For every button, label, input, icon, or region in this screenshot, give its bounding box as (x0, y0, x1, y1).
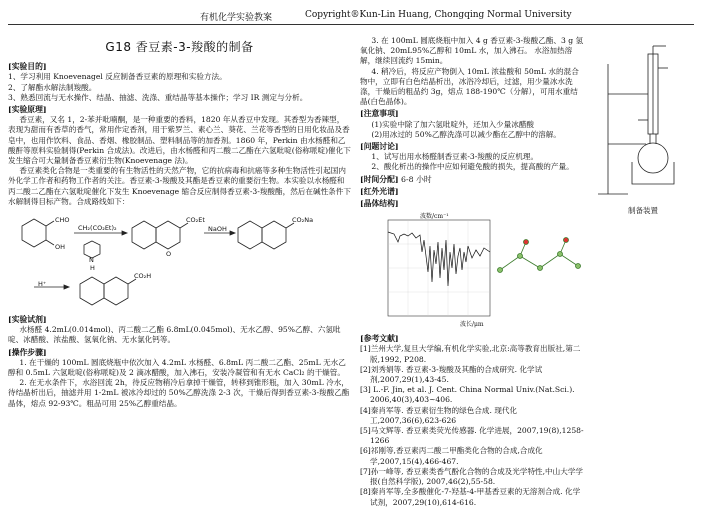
reflux-apparatus (588, 44, 698, 204)
time-allocation (360, 175, 585, 185)
reference-item: [4]秦肖军等. 香豆素衍生物的绿色合成. 现代化工,2007,36(6),623-626 (360, 405, 518, 425)
left-column (8, 36, 351, 409)
label-malonate: CH₂(CO₂Et)₂ (78, 224, 117, 233)
header-course: 有机化学实验教案 (200, 13, 273, 23)
label-naoh: NaOH (208, 225, 227, 234)
crystal-heading: [晶体结构] (360, 199, 399, 209)
principle-paragraph: 香豆素，又名 1，2-苯并吡喃酮，是一种重要的香料，1820 年从香豆中发现。其香型为香辣型，表现为甜而有香草的香气，常用作定香剂，用于紫罗兰、素心兰、葵花、兰花等香型的日用化妆品及香皂中，也用作饮料、食品、香烟、橡胶制品、塑料制品等的加香剂。1860 年，Perkin 由水杨醛和乙酸酐等原料实验制得(Perkin 合成法)。改进后，由水杨醛和丙二酸二乙酯在六氢吡啶(俗称哌啶)催化下发生缩合可大量制备香豆素衍生物(Knoevenage 法)。 (8, 115, 351, 166)
procedure-heading: [操作步骤] (8, 347, 47, 357)
time-heading: [时间分配] (360, 174, 399, 184)
purpose-item: 1、学习利用 Knoevenagel 反应制备香豆素的原理和实验方法。 (8, 72, 227, 82)
purpose-item: 3、熟悉回流与无水操作、结晶、抽滤、洗涤、重结晶等基本操作；学习 IR 测定与分析。 (8, 92, 308, 102)
principle-heading: [实验原理] (8, 105, 47, 115)
middle-column (360, 36, 585, 508)
purpose-heading: [实验目的] (8, 62, 47, 72)
label-n: N (89, 256, 94, 265)
label-cho: CHO (55, 216, 70, 225)
label-co2et: CO₂Et (186, 216, 205, 225)
label-h: H (90, 264, 95, 273)
ir-spectrum-figure (360, 212, 585, 330)
note-item: (2)用冰过的 50%乙醇洗涤可以减少酯在乙醇中的溶解。 (371, 129, 561, 139)
reference-item: [3] L.-F. Jin, et al. J. Cent. China Normal Univ.(Nat.Sci.). 2006,40(3),403~406. (360, 385, 575, 405)
ir-spectrum (360, 212, 585, 330)
note-item: (1)实验中除了加六氢吡啶外，还加入少量冰醋酸 (371, 119, 535, 129)
header-copyright: Copyright®Kun-Lin Huang, Chongqing Normal University (305, 10, 572, 20)
reference-item: [6]祁刚等,香豆素丙二酸二甲酯类化合物的合成,合成化学,2007,15(4),466-467. (360, 446, 543, 466)
label-hplus: H⁺ (38, 280, 47, 289)
reference-item: [7]孙一峰等, 香豆素类香气酚化合物的合成及光学特性,中山大学学报(自然科学版), 2007,46(2),55-58. (360, 466, 584, 487)
reaction-scheme (14, 211, 314, 309)
page-title: G18 香豆素-3-羧酸的制备 (105, 40, 254, 54)
reagents-heading: [实验试剂] (8, 315, 47, 325)
label-co2h: CO₂H (134, 272, 152, 281)
procedure-step: 1. 在干燥的 100mL 圆底烧瓶中依次加入 4.2mL 水杨醛、6.8mL 丙二酸二乙酯、25mL 无水乙醇和 0.5mL 六氢吡啶(俗称哌啶)及 2 滴冰醋酸，加入沸石，安装冷凝管和有无水 CaCl₂ 的干燥管。 (8, 357, 346, 378)
apparatus-caption: 制备装置 (628, 206, 658, 215)
discussion-item: 1、试写出用水杨醛制香豆素-3-羧酸的反应机理。 (371, 152, 539, 162)
reflux-apparatus-drawing (588, 44, 698, 204)
references-heading: [参考文献] (360, 334, 399, 344)
procedure-step: 2. 在无水条件下，水浴回流 2h，待反应物稍冷后拿掉干燥管，转移到锥形瓶，加入 30mL 冷水，待结晶析出后，抽滤并用 1-2mL 被冰冷却过的 50%乙醇洗涤 2-3 次，干燥后得到香豆素-3-羧酸乙酯晶体，熔点 92-93℃。粗品可用 25%乙醇重结晶。 (8, 378, 350, 408)
reference-item: [1]兰州大学,复旦大学编,有机化学实验,北京:高等教育出版社,第二版,1992, P208. (360, 344, 581, 364)
page-header (0, 6, 702, 26)
reference-item: [8]秦肖军等,全多酸催化-7-羟基-4-甲基香豆素的无溶剂合成. 化学试剂，2007,29(10),614-616. (360, 487, 581, 507)
reaction-scheme-drawing (14, 211, 314, 309)
spectrum-x-label: 波长/μm (460, 321, 484, 329)
reference-item: [2]刘秀娟等. 香豆素-3-羧酸及其酯的合成研究. 化学试剂,2007,29(1),43-45. (360, 364, 543, 385)
time-value: 6-8 小时 (398, 174, 432, 184)
reagents-text: 水杨醛 4.2mL(0.014mol)、丙二酸二乙酯 6.8mL(0.045mol)、无水乙醇、95%乙醇、六氢吡啶、冰醋酸、浓盐酸、氢氧化钠、无水氯化钙等。 (8, 325, 341, 345)
header-rule (8, 24, 694, 25)
spectrum-title: 波数/cm⁻¹ (420, 213, 449, 221)
discussion-heading: [问题讨论] (360, 142, 399, 152)
procedure-step: 4. 稍冷后，将反应产物倒入 10mL 浓盐酸和 50mL 水的混合物中，立即有白色结晶析出，冰浴冷却后，过滤，用少量冰水洗涤，干燥后的粗品约 3g，熔点 188-190℃（分解），可用水重结晶(白色晶体)。 (360, 66, 579, 107)
label-oh: OH (55, 243, 66, 252)
principle-paragraph: 香豆素类化合物是一类重要的有生物活性的天然产物，它的抗病毒和抗癌等多种生物活性引起国内外化学工作者和药物工作者的关注。香豆素-3-羧酸及其酯是香豆素的重要衍生物。本实验以水杨醛和丙二酸二乙酯在六氢吡啶催化下发生 Knoevenage 缩合反应制得香豆素-3-羧酸酯，然后在碱性条件下水解制得目标产物。合成路线如下： (8, 166, 351, 206)
ir-heading: [红外光谱] (360, 186, 399, 196)
reference-item: [5]马文辉等. 香豆素类荧光传感器. 化学进展，2007,19(8),1258-1266 (360, 426, 584, 446)
right-column (588, 36, 698, 216)
notes-heading: [注意事项] (360, 109, 399, 119)
procedure-step: 3. 在 100mL 圆底烧瓶中加入 4 g 香豆素-3-羧酸乙酯、3 g 氢氧化钠、20mL95%乙醇和 10mL 水，加入沸石。 水浴加热溶解，继续回流约 15min。 (360, 36, 584, 66)
purpose-item: 2、了解酯水解法制羧酸。 (8, 82, 97, 92)
discussion-item: 2、酸化析出的操作中应如何避免酸的损失，提高酸的产量。 (371, 162, 574, 172)
label-co2na: CO₂Na (292, 216, 314, 225)
label-o: O (166, 250, 172, 259)
